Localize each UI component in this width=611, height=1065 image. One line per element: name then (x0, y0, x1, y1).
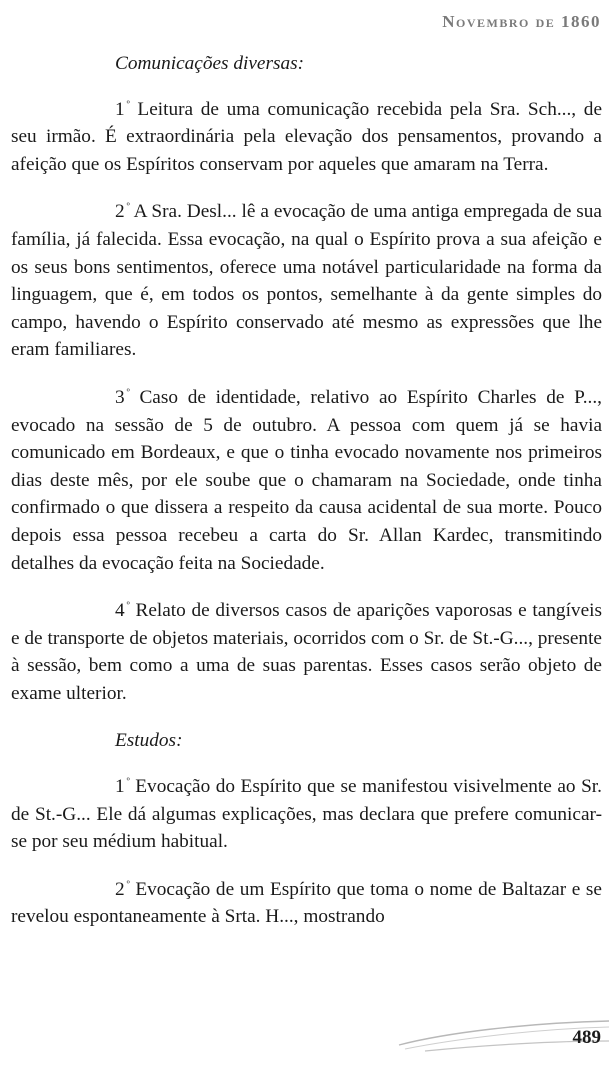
section-heading-text: Comunicações diversas (115, 53, 298, 74)
communication-item-4: 4 $^º$ Relato de diversos casos de aparições vaporosas e tangíveis e de transporte de objetos materiais, ocorridos com o Sr. de St.-G..., presente à sessão, bem como a uma de suas parentas. Esses casos serão objeto de exame ulterior. (11, 600, 602, 704)
communication-item-2: 2 $^º$ A Sra. Desl... lê a evocação de uma antiga empregada de sua família, já falecida. Essa evocação, na qual o Espírito prova a sua afeição e os seus bons sentimentos, oferece uma notável particularidade na forma da linguagem, que é, em todos os pontos, semelhante à da gente simples do campo, havendo o Espírito conservado até mesmo as expressões que lhe eram familiares. (11, 201, 602, 361)
page-number: 489 (572, 1027, 601, 1048)
study-item-2: 2 $^º$ Evocação de um Espírito que toma o nome de Baltazar e se revelou espontaneamente à Srta. H..., mostrando (11, 878, 602, 928)
section-heading-communications: Comunicações diversas: (115, 53, 305, 74)
communication-item-3: 3 $^º$ Caso de identidade, relativo ao Espírito Charles de P..., evocado na sessão de 5 de outubro. A pessoa com quem já se havia comunicado em Bordeaux, e que o tinha evocado novamente nos primeiros dias deste mês, por ele soube que o chamaram na Sociedade, onde tinha confirmado o que dissera a respeito da causa acidental de sua morte. Pouco depois essa pessoa recebeu a carta do Sr. Allan Kardec, transmitindo detalhes da evocação feita na Sociedade. (11, 386, 602, 574)
running-header: Novembro de 1860 (442, 12, 601, 31)
communication-item-1: 1 $^º$ Leitura de uma comunicação recebida pela Sra. Sch..., de seu irmão. É extraordinária pela elevação dos pensamentos, provando a afeição que os Espíritos conservam por aqueles que amaram na Terra. (11, 98, 602, 175)
section-heading-studies: Estudos: (115, 730, 183, 752)
page-body (11, 50, 602, 951)
study-item-1: 1 $^º$ Evocação do Espírito que se manifestou visivelmente ao Sr. de St.-G... Ele dá algumas explicações, mas declara que prefere comunicar-se por seu médium habitual. (11, 776, 602, 853)
section-heading-text: Estudos (115, 730, 177, 752)
